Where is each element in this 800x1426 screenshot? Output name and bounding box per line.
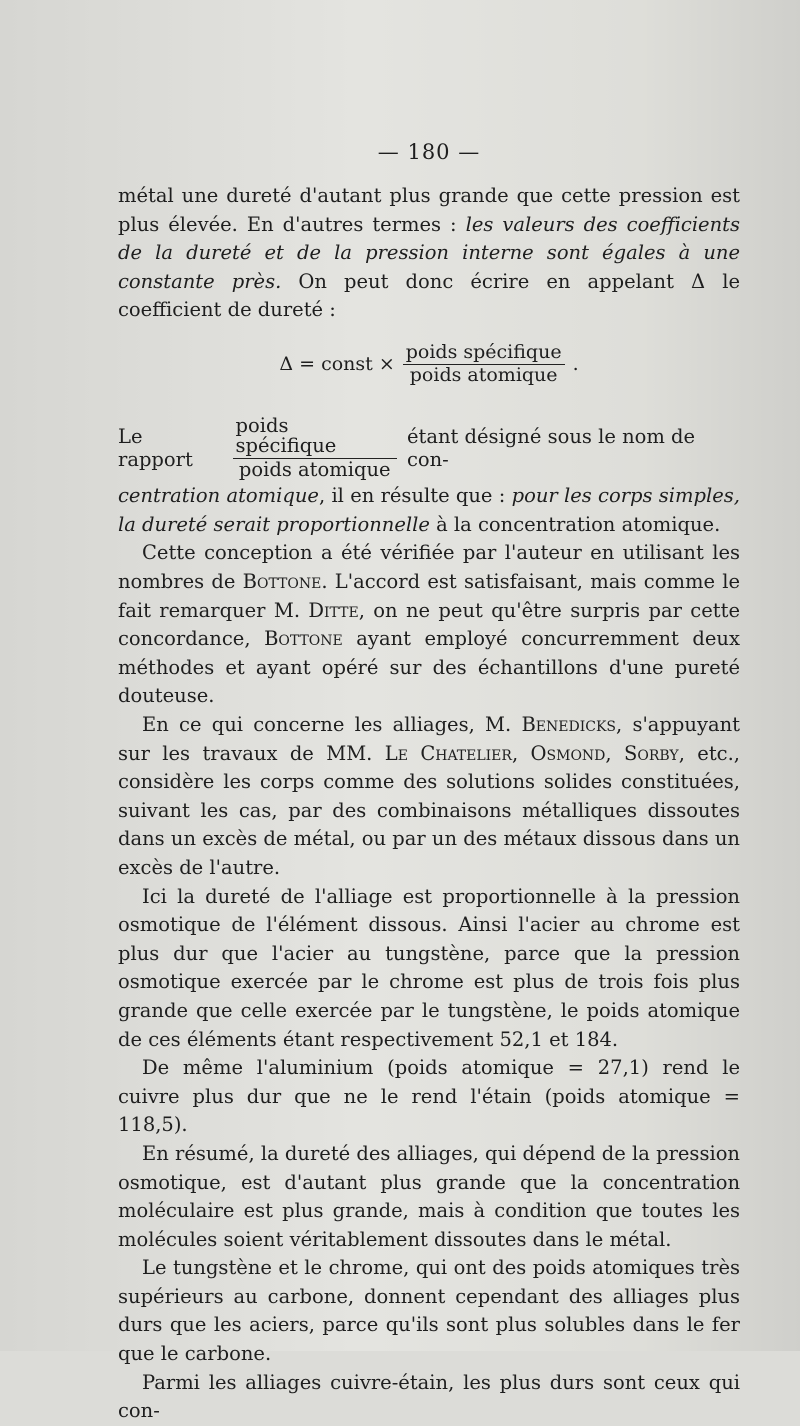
text-span: à la concentration atomique. (429, 512, 721, 536)
author-name: Ditte (308, 598, 359, 622)
page-number: — 180 — (377, 140, 481, 164)
paragraph-7: En résumé, la dureté des alliages, qui dépend de la pression osmotique, est d'autant plus grande que la concentration moléculaire est plus grande, mais à condition que toutes les molécules soient véritablement dissoutes dans le métal. (118, 1141, 740, 1251)
author-name: Benedicks (521, 713, 616, 736)
paragraph-8: Le tungstène et le chrome, qui ont des poids atomiques très supérieurs au carbone, donnent cependant des alliages plus durs que les aciers, parce qu'ils sont plus solubles dans le fer que le carbone. (118, 1256, 740, 1366)
rapport-fraction (233, 413, 397, 481)
author-name: Osmond (530, 741, 606, 765)
text-span: , s'appuyant sur les travaux de MM. (118, 713, 740, 765)
italic-statement: pour les corps simples, la dureté serait proportionnelle (118, 484, 741, 536)
text-span: métal une dureté d'autant plus grande que cette pression est plus élevée. En d'autres termes : (118, 184, 740, 236)
paragraph-6: De même l'aluminium (poids atomique = 27,1) rend le cuivre plus dur que ne le rend l'étain (poids atomique = 118,5). (118, 1056, 740, 1137)
paragraph-1 (118, 182, 740, 325)
text-span: . L'accord est satisfaisant, mais comme le fait remarquer M. (118, 570, 740, 622)
rapport-denominator: poids atomique (238, 457, 391, 481)
paragraph-2 (118, 413, 741, 540)
paragraph-9: Parmi les alliages cuivre-étain, les plus durs sont ceux qui con- (118, 1370, 740, 1423)
text-span: ayant employé concurremment deux méthodes et ayant opéré sur des échantillons d'une pureté douteuse. (118, 627, 740, 708)
text-span: , (511, 741, 531, 765)
italic-term: centration atomique (118, 484, 319, 508)
text-span: , on ne peut qu'être surpris par cette concordance, (118, 598, 740, 651)
author-name: Sorby (624, 741, 679, 765)
rapport-line (118, 413, 740, 481)
text-span: Le rapport (118, 425, 193, 472)
text-span: On peut donc écrire en appelant Δ le coefficient de dureté : (118, 269, 740, 322)
paragraph-3 (118, 539, 740, 711)
rapport-numerator: poids spécifique (233, 416, 397, 459)
paragraph-2-body (118, 482, 740, 539)
text-span: étant désigné sous le nom de con- (406, 425, 696, 472)
formula-fraction (403, 340, 565, 386)
italic-statement: les valeurs des coefficients de la dureté et de la pression interne sont égales à une constante près. (118, 212, 740, 293)
text-span: En ce qui concerne les alliages, M. (142, 713, 522, 736)
hardness-formula (118, 340, 740, 386)
author-name: Bottone (242, 570, 322, 594)
author-name: Le Chatelier (384, 741, 512, 765)
formula-numerator: poids spécifique (403, 343, 565, 365)
text-span: Cette conception a été vérifiée par l'auteur en utilisant les nombres de (118, 541, 740, 594)
author-name: Bottone (264, 627, 343, 651)
formula-denominator: poids atomique (409, 363, 558, 386)
formula-lhs: Δ = const × (279, 353, 395, 376)
formula-end: . (572, 353, 579, 376)
paragraph-4 (118, 711, 740, 883)
paragraph-5: Ici la dureté de l'alliage est proportionnelle à la pression osmotique de l'élément dissous. Ainsi l'acier au chrome est plus dur que l'acier au tungstène, parce que la pression osmotique exercée par le chrome est plus de trois fois plus grande que celle exercée par le tungstène, le poids atomique de ces éléments étant respectivement 52,1 et 184. (118, 884, 740, 1051)
text-span: , etc., considère les corps comme des solutions solides constituées, suivant les cas, par des combinaisons métalliques dissoutes dans un excès de métal, ou par un des métaux dissous dans un excès de l'autre. (118, 741, 740, 879)
text-span: , (605, 741, 625, 765)
text-span: , il en résulte que : (318, 484, 512, 508)
